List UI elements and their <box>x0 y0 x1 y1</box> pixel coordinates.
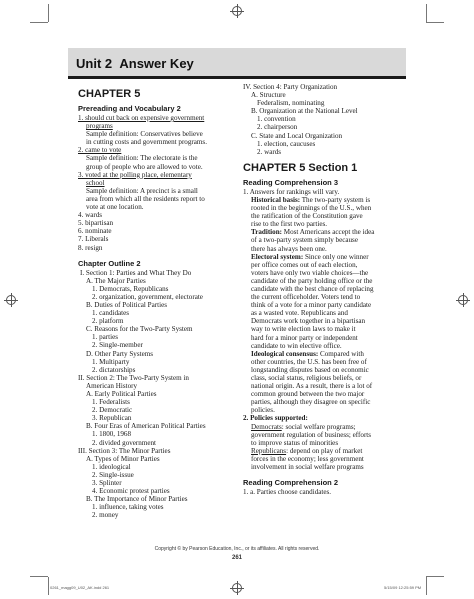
text-line: 2. organization, government, electorate <box>92 292 203 301</box>
text-line: American History <box>86 381 138 390</box>
text-line: B. The Importance of Minor Parties <box>86 495 188 504</box>
text-line: 2. Single-issue <box>92 470 134 479</box>
text-line: rise to the first two parties. <box>251 220 328 229</box>
text-line: A. Early Political Parties <box>86 390 157 398</box>
text-line: voters have only two viable choices—the <box>251 268 369 277</box>
text-line: 1. candidates <box>92 309 130 318</box>
text-line: IV. Section 4: Party Organization <box>243 83 338 91</box>
text-line: A. Types of Minor Parties <box>86 454 160 463</box>
text-line: there has always been one. <box>251 244 327 253</box>
text-line: 1. ideological <box>92 462 131 471</box>
text-line: 4. Economic protest parties <box>92 487 170 496</box>
section-heading: Prereading and Vocabulary 2 <box>78 104 181 113</box>
text-line: programs <box>86 122 113 131</box>
text-line: 2. dictatorships <box>92 365 136 374</box>
section-heading: Reading Comprehension 3 <box>243 177 339 187</box>
text-line: government regulation of business; efforts <box>251 430 372 439</box>
crop-mark <box>30 22 48 23</box>
text-line: 3. voted at the polling place, elementary <box>78 170 192 179</box>
text-line: Sample definition: A precinct is a small <box>86 186 198 195</box>
text-line: 8. resign <box>78 243 103 252</box>
section-heading: Reading Comprehension 2 <box>243 478 339 488</box>
text-line: 2. came to vote <box>78 146 122 155</box>
registration-mark-left <box>6 295 16 305</box>
text-line: Republicans: depend on play of market <box>251 446 363 455</box>
text-line: the ratification of the Constitution gave <box>251 212 363 221</box>
left-column <box>78 88 236 524</box>
text-line: in cutting costs and government programs. <box>86 138 207 147</box>
text-line: the current officeholder. Voters tend to <box>251 293 361 302</box>
text-line: forces in the economy; less government <box>251 454 364 463</box>
text-line: rooted in the beginnings of the U.S., when <box>251 204 372 213</box>
text-line: 6. nominate <box>78 227 112 236</box>
text-line: C. State and Local Organization <box>251 131 343 140</box>
chapter-section-heading: CHAPTER 5 Section 1 <box>243 161 358 174</box>
text-line: Historical basis: The two-party system is <box>251 195 371 204</box>
text-line: 1. Democrats, Republicans <box>92 284 169 293</box>
text-line: policies. <box>251 406 275 415</box>
text-line: 5. bipartisan <box>78 219 114 228</box>
text-line: of a two-party system simply because <box>251 236 358 245</box>
text-line: A. Structure <box>251 91 286 100</box>
crop-mark <box>426 577 427 595</box>
crop-mark <box>30 576 48 577</box>
crop-mark <box>426 4 427 22</box>
text-line: 1. should cut back on expensive government <box>78 114 205 122</box>
text-line: other countries, the U.S. has been free of <box>251 357 367 366</box>
text-line: involvement in social welfare programs <box>251 463 364 472</box>
slug-date-info: 5/15/09 12:25:59 PM <box>384 585 422 590</box>
text-line: 2. Democratic <box>92 406 133 415</box>
text-line: parties, although they disagree on specific <box>251 398 371 407</box>
text-line: B. Four Eras of American Political Parties <box>86 422 206 431</box>
text-line: 2. money <box>92 511 119 520</box>
text-line: 2. Single-member <box>92 341 143 350</box>
text-line: Sample definition: The electorate is the <box>86 154 198 163</box>
text-line: Electoral system: Since only one winner <box>251 252 369 261</box>
text-line: candidate of the party holding office or the <box>251 276 373 285</box>
text-line: 1. convention <box>257 115 296 124</box>
text-line: 4. wards <box>78 211 103 220</box>
text-line: 2. divided government <box>92 438 157 447</box>
text-line: 1. 1800, 1968 <box>92 430 132 439</box>
crop-mark <box>48 4 49 22</box>
text-line: Sample definition: Conservatives believe <box>86 130 203 139</box>
text-line: B. Organization at the National Level <box>251 107 358 116</box>
text-line: area from which all the residents report to <box>86 194 205 203</box>
text-line: vote at one location. <box>86 203 144 212</box>
right-column <box>243 83 409 500</box>
section-heading: Chapter Outline 2 <box>78 258 141 268</box>
text-line: 1. Answers for rankings will vary. <box>243 187 340 196</box>
answer-key-label: Answer Key <box>119 56 194 71</box>
registration-mark-right <box>458 295 468 305</box>
text-line: 1. election, caucuses <box>257 139 316 148</box>
text-line: class, social status, religious beliefs, or <box>251 374 362 382</box>
text-line: 1. a. Parties choose candidates. <box>243 488 332 497</box>
text-line: 7. Liberals <box>78 235 109 244</box>
text-line: 2. platform <box>92 317 124 326</box>
text-line: Ideological consensus: Compared with <box>251 349 364 358</box>
text-line: 1. influence, taking votes <box>92 503 164 512</box>
text-line: I. Section 1: Parties and What They Do <box>80 268 192 277</box>
text-line: II. Section 2: The Two-Party System in <box>78 373 189 382</box>
text-line: candidate to win elective office. <box>251 341 342 350</box>
crop-mark <box>426 22 444 23</box>
copyright-line: Copyright © by Pearson Education, Inc., or its affiliates. All rights reserved. <box>154 546 320 552</box>
crop-mark <box>426 576 444 577</box>
text-line: longstanding disputes based on economic <box>251 365 369 374</box>
text-line: 2. Policies supported: <box>243 414 308 423</box>
slug-file-info: 0261_magg09_U02_AK.indd 261 <box>50 585 110 590</box>
unit-title <box>76 56 194 71</box>
text-line: 2. wards <box>257 147 282 156</box>
text-line: Democrats work together in a bipartisan <box>251 317 366 326</box>
text-line: common ground between the two major <box>251 390 365 399</box>
text-line: way to write election laws to make it <box>251 325 356 334</box>
text-line: per office comes out of each election, <box>251 260 358 269</box>
text-line: group of people who are allowed to vote. <box>86 162 203 171</box>
text-line: to improve status of minorities <box>251 438 339 447</box>
text-line: Democrats: social welfare programs; <box>251 422 356 431</box>
text-line: 1. Federalists <box>92 398 130 407</box>
text-line: B. Duties of Political Parties <box>86 300 167 309</box>
page-number: 261 <box>231 555 242 561</box>
registration-mark-bottom <box>232 583 242 593</box>
text-line: 3. Republican <box>92 414 132 423</box>
text-line: school <box>86 178 105 187</box>
text-line: Tradition: Most Americans accept the idea <box>251 228 375 237</box>
text-line: 3. Splinter <box>92 479 122 488</box>
text-line: 1. parties <box>92 333 119 342</box>
header-rule <box>68 76 406 79</box>
chapter-heading: CHAPTER 5 <box>78 88 141 100</box>
text-line: candidate with the best chance of replacing <box>251 284 374 293</box>
crop-mark <box>48 577 49 595</box>
text-line: 1. Multiparty <box>92 357 130 366</box>
text-line: 2. chairperson <box>257 123 298 132</box>
text-line: C. Reasons for the Two-Party System <box>86 325 193 334</box>
text-line: Federalism, nominating <box>257 99 325 108</box>
text-line: hard for a minor party or independent <box>251 333 358 342</box>
unit-label: Unit 2 <box>76 56 113 71</box>
text-line: as a wasted vote. Republicans and <box>251 309 348 318</box>
text-line: national origin. As a result, there is a lot of <box>251 382 373 391</box>
text-line: D. Other Party Systems <box>86 349 153 358</box>
text-line: think of a vote for a minor party candidate <box>251 301 372 310</box>
text-line: III. Section 3: The Minor Parties <box>78 446 171 455</box>
registration-mark-top <box>232 6 242 16</box>
text-line: A. The Major Parties <box>86 276 146 285</box>
